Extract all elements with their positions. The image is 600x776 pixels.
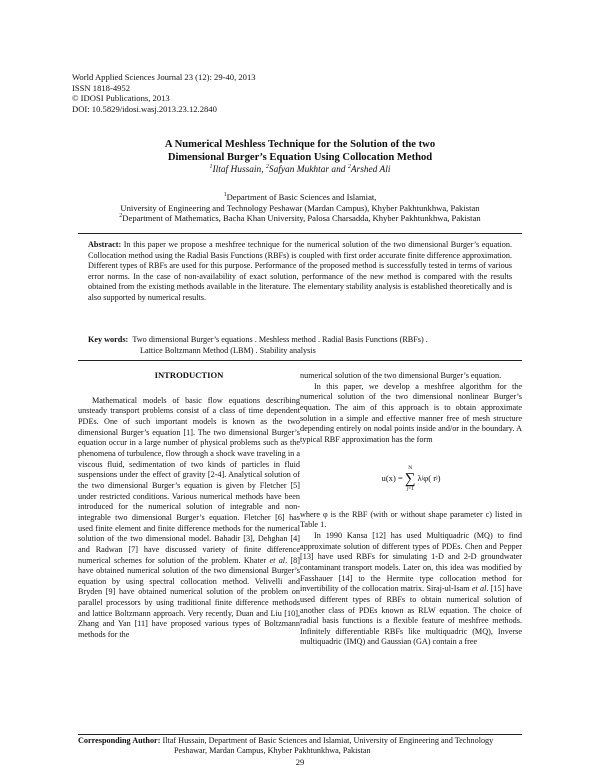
title-line-2: Dimensional Burger’s Equation Using Collocation Method: [167, 152, 433, 163]
author-3: Arshed Ali: [350, 165, 391, 175]
author-1: Iltaf Hussain,: [212, 165, 266, 175]
footnote-rule: [78, 734, 522, 735]
affiliations: [60, 192, 540, 224]
author-list: [60, 165, 540, 175]
journal-issn: ISSN 1818-4952: [72, 82, 131, 93]
keywords-line-1: Two dimensional Burger’s equations . Meshless method . Radial Basis Functions (RBFs) .: [132, 335, 428, 344]
abstract-label: Abstract:: [88, 240, 122, 249]
author-2: Safyan Mukhtar: [268, 165, 330, 175]
corresponding-line-2: Peshawar, Mardan Campus, Khyber Pakhtunkhwa, Pakistan: [174, 746, 371, 755]
right-column: [300, 371, 522, 648]
abstract-text: In this paper we propose a meshfree technique for the numerical solution of the two dimensional Burger’s equation. Collocation method using the Radial Basis Functions (RBFs) is coupled with first order accurate finite difference approximation. Different types of RBFs are used for this purpose. Performance of the proposed method is successfully tested in terms of various error norms. In the case of non-availability of exact solution, performance of the new method is compared with the results obtained from the existing methods available in the literature. The elementary stability analysis is established theoretically and is also supported by numerical results.: [88, 240, 512, 302]
affiliation-1-line-1: Department of Basic Sciences and Islamiat,: [226, 192, 377, 202]
journal-doi: DOI: 10.5829/idosi.wasj.2013.23.12.2840: [72, 103, 217, 114]
intro-paragraph-3: where φ is the RBF (with or without shape parameter c) listed in Table 1.: [300, 509, 522, 530]
affiliation-2: [60, 213, 540, 224]
corresponding-line-1: Iltaf Hussain, Department of Basic Sciences and Islamiat, University of Engineering and Technology: [160, 736, 494, 745]
intro-paragraph-4: In 1990 Kansa [12] has used Multiquadric (MQ) to find approximate solution of different types of PDEs. Chen and Pepper [13] have used RBFs for simulating 1-D and 2-D groundwater contaminant transport models. Later on, this idea was modified by Fasshauer [14] to the Hermite type collocation method for invertibility of the collocation matrix. Siraj-ul-Isam et al. [15] have used different types of RBFs to obtain numerical solution of another class of PDEs known as RLW equation. The choice of radial basis functions is a flexible feature of meshfree methods. Infinitely differentiable RBFs like multiquadric (MQ), Inverse multiquadric (IMQ) and Gaussian (GA) contain a free: [300, 530, 522, 647]
intro-continuation: numerical solution of the two dimensional Burger’s equation.: [300, 371, 502, 380]
keywords-line-2: Lattice Boltzmann Method (LBM) . Stability analysis: [140, 345, 316, 355]
affiliation-1: [60, 192, 540, 203]
left-column: [78, 370, 300, 641]
author-3-mark: 2: [347, 163, 351, 170]
affiliation-2-mark: 2: [119, 213, 123, 220]
affiliation-1-mark: 1: [223, 192, 227, 199]
journal-meta: [72, 72, 256, 114]
page-number: 29: [295, 757, 305, 767]
affiliation-1-line-2: University of Engineering and Technology Peshawar (Mardan Campus), Khyber Pakhtunkhwa, Pakistan: [120, 202, 480, 213]
author-2-mark: 2: [265, 163, 269, 170]
affiliation-2-line: Department of Mathematics, Bacha Khan University, Palosa Charsadda, Khyber Pakhtunkhwa, Pakistan: [122, 213, 481, 224]
journal-citation: World Applied Sciences Journal 23 (12): 29-40, 2013: [72, 72, 256, 82]
author-1-mark: 1: [209, 163, 213, 170]
intro-paragraph-2: In this paper, we develop a meshfree algorithm for the numerical solution of the two dimensional nonlinear Burger’s equation. The aim of this approach is to obtain approximate solution in a simple and effective manner free of mesh structure depending entirely on nodal points inside and/or in the boundary. A typical RBF approximation has the form: [300, 381, 522, 444]
intro-paragraph-1: Mathematical models of basic flow equations describing unsteady transport problems consist of a class of time dependent PDEs. One of such important models is known as the two dimensional Burger’s equation [1]. The two dimensional Burger’s equation occur in a large number of physical problems such as the phenomena of turbulence, flow through a shock wave traveling in a viscous fluid, sedimentation of two kinds of particles in fluid suspensions under the effect of gravity [2-4]. Analytical solution of the two dimensional Burger’s equation is given by Fletcher [5] under restricted conditions. Various numerical methods have been introduced for the numerical solution of integrable and non-integrable two dimensional Burger’s equation. Fletcher [6] has used finite element and finite difference methods for the numerical solution of the two dimensional model. Bahadir [3], Dehghan [4] and Radwan [7] have discussed variety of finite difference numerical schemes for solution of the problem. Khater et al. [8] have obtained numerical solution of the two dimensional Burger’s equation by using spectral collocation method. Velivelli and Bryden [9] have obtained numerical solution of the problem on parallel processors by using traditional finite difference methods and lattice Boltzmann approach. Very recently, Duan and Liu [10], Zhang and Yan [11] have proposed various types of Boltzmann methods for the: [78, 395, 300, 640]
corresponding-author: [78, 736, 522, 756]
rbf-equation: u(x) = N ∑ j=1 λ j φ( r j ): [381, 464, 441, 492]
keywords-label: Key words:: [88, 335, 129, 344]
title-line-1: A Numerical Meshless Technique for the Solution of the two: [164, 139, 436, 150]
paper-title: [60, 138, 540, 164]
journal-copyright: © IDOSI Publications, 2013: [72, 93, 170, 104]
introduction-heading: INTRODUCTION: [154, 370, 224, 380]
abstract-top-rule: [78, 233, 522, 234]
author-and: and: [329, 165, 348, 175]
corresponding-label: Corresponding Author:: [78, 736, 161, 745]
abstract: [88, 240, 512, 304]
abstract-bottom-rule: [78, 360, 522, 361]
keywords: [88, 335, 512, 357]
